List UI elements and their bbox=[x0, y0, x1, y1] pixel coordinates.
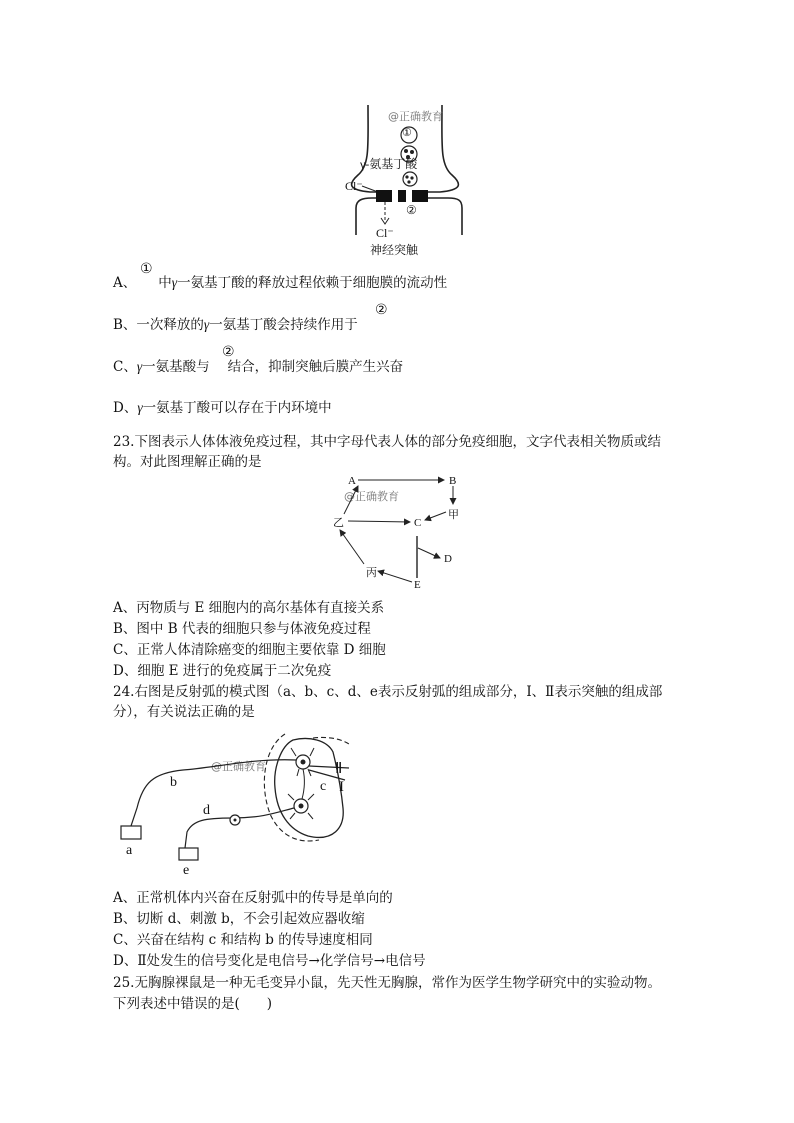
q23-option-b: B、图中 B 代表的细胞只参与体液免疫过程 bbox=[113, 621, 371, 637]
q24-stem-line1: 24.右图是反射弧的模式图（a、b、c、d、e表示反射弧的组成部分，I、Ⅱ表示突触的组成部 bbox=[113, 684, 663, 700]
node-yi: 乙 bbox=[333, 517, 344, 529]
label-a: a bbox=[126, 843, 133, 858]
circled-2-marker: ② bbox=[375, 302, 388, 318]
q24-option-d: D、Ⅱ处发生的信号变化是电信号→化学信号→电信号 bbox=[113, 953, 426, 969]
node-E: E bbox=[414, 579, 421, 591]
q22-option-a: A、 中γ一氨基丁酸的释放过程依赖于细胞膜的流动性 bbox=[113, 275, 448, 291]
label-II: Ⅱ bbox=[335, 761, 343, 777]
node-jia: 甲 bbox=[448, 509, 459, 521]
cl-label-top: Cl⁻ bbox=[345, 179, 363, 193]
q23-option-d: D、细胞 E 进行的免疫属于二次免疫 bbox=[113, 663, 332, 679]
q24-option-b: B、切断 d、刺激 b，不会引起效应器收缩 bbox=[113, 911, 365, 927]
label-e: e bbox=[183, 863, 190, 878]
node-bing: 丙 bbox=[366, 567, 377, 579]
q22-option-d: D、γ一氨基丁酸可以存在于内环境中 bbox=[113, 400, 332, 416]
watermark: @正确教育 bbox=[211, 760, 266, 773]
q23-option-a: A、丙物质与 E 细胞内的高尔基体有直接关系 bbox=[113, 600, 385, 616]
label-mark-1: ① bbox=[402, 127, 412, 139]
q24-option-a: A、正常机体内兴奋在反射弧中的传导是单向的 bbox=[113, 890, 393, 906]
label-d: d bbox=[203, 803, 210, 818]
node-D: D bbox=[444, 553, 452, 565]
q22-option-c: C、γ一氨基酸与 结合，抑制突触后膜产生兴奋 bbox=[113, 359, 404, 375]
circled-2-marker-c: ② bbox=[222, 344, 235, 360]
immune-process-diagram bbox=[328, 472, 478, 597]
label-b: b bbox=[170, 775, 177, 790]
q25-stem-line1: 25.无胸腺裸鼠是一种无毛变异小鼠，先天性无胸腺，常作为医学生物学研究中的实验动物。 bbox=[113, 975, 661, 991]
node-B: B bbox=[449, 475, 457, 487]
gaba-label: γ-氨基丁酸 bbox=[360, 157, 418, 171]
node-A: A bbox=[348, 475, 356, 487]
label-c: c bbox=[320, 779, 327, 794]
watermark: @正确教育 bbox=[344, 490, 399, 503]
q24-stem-line2: 分），有关说法正确的是 bbox=[113, 704, 255, 720]
synapse-caption: 神经突触 bbox=[370, 243, 419, 257]
q25-stem-line2: 下列表述中错误的是( ) bbox=[113, 996, 273, 1012]
q24-option-c: C、兴奋在结构 c 和结构 b 的传导速度相同 bbox=[113, 932, 373, 948]
node-C: C bbox=[414, 517, 422, 529]
synapse-figure bbox=[340, 100, 480, 260]
q22-option-b: B、一次释放的γ一氨基丁酸会持续作用于 bbox=[113, 317, 358, 333]
watermark: @正确教育 bbox=[388, 110, 443, 123]
circled-1-marker: ① bbox=[140, 261, 153, 277]
q23-option-c: C、正常人体清除癌变的细胞主要依靠 D 细胞 bbox=[113, 642, 386, 658]
label-mark-2: ② bbox=[406, 203, 417, 217]
reflex-arc-diagram bbox=[113, 728, 383, 878]
q23-stem-line1: 23.下图表示人体体液免疫过程，其中字母代表人体的部分免疫细胞，文字代表相关物质或结 bbox=[113, 434, 661, 450]
cl-label-bottom: Cl⁻ bbox=[376, 226, 394, 240]
q23-stem-line2: 构。对此图理解正确的是 bbox=[113, 454, 262, 470]
label-I: I bbox=[339, 779, 344, 795]
